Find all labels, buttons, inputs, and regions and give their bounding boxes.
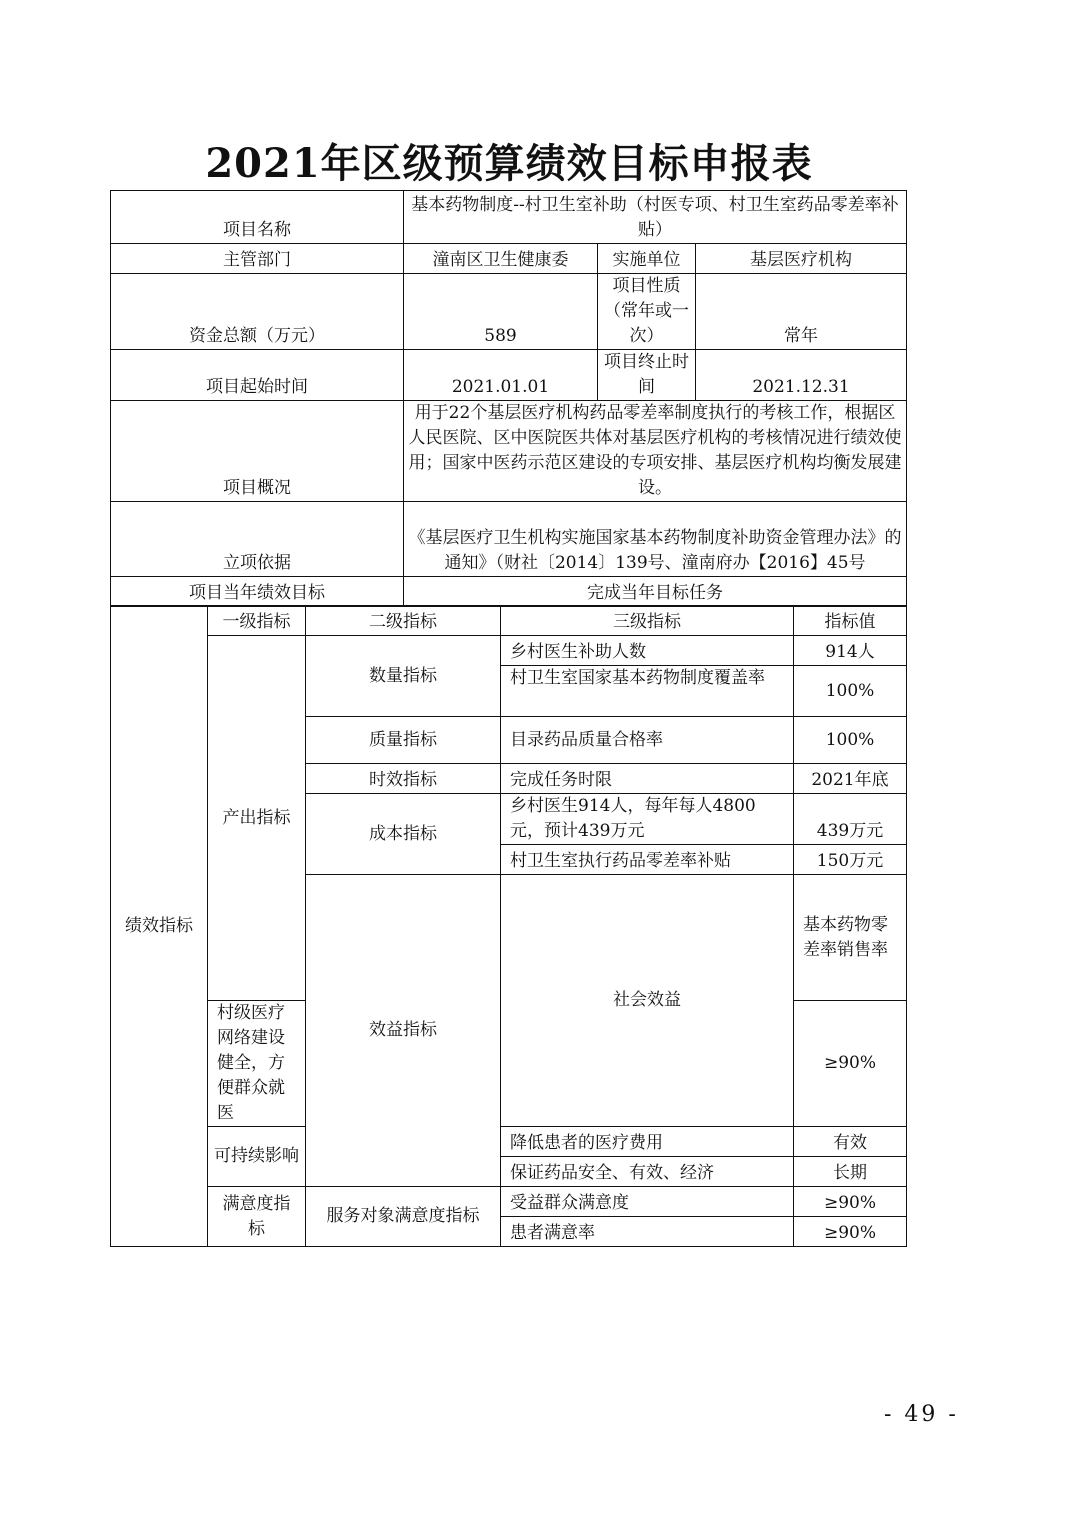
- social-benefit-label: 社会效益: [501, 875, 794, 1127]
- table-row-name: 完成任务时限: [501, 764, 794, 794]
- timeliness-indicators-label: 时效指标: [306, 764, 501, 794]
- table-row-value: 2021年底: [794, 764, 907, 794]
- implementing-unit-value: 基层医疗机构: [696, 244, 907, 274]
- project-info-table: [110, 190, 907, 607]
- page-number: - 49 -: [884, 1402, 959, 1427]
- annual-goal-value: 完成当年目标任务: [404, 577, 907, 607]
- quantity-indicators-label: 数量指标: [306, 636, 501, 717]
- service-satisfaction-label: 服务对象满意度指标: [306, 1187, 501, 1247]
- table-row-name: 乡村医生补助人数: [501, 636, 794, 666]
- table-row-value: 有效: [794, 1127, 907, 1157]
- project-name-label: 项目名称: [111, 191, 404, 244]
- basis-value: 《基层医疗卫生机构实施国家基本药物制度补助资金管理办法》的通知》（财社〔2014〕139号、潼南府办【2016】45号: [404, 502, 907, 577]
- table-row-name: 保证药品安全、有效、经济: [501, 1157, 794, 1187]
- table-row-value: 长期: [794, 1157, 907, 1187]
- page-title: 2021年区级预算绩效目标申报表: [205, 140, 813, 187]
- end-date-label: 项目终止时间: [598, 350, 696, 401]
- quality-indicators-label: 质量指标: [306, 717, 501, 764]
- table-row-value: 914人: [794, 636, 907, 666]
- department-label: 主管部门: [111, 244, 404, 274]
- table-row-name: 目录药品质量合格率: [501, 717, 794, 764]
- basis-label: 立项依据: [111, 502, 404, 577]
- table-row-name: 基本药物零差率销售率: [794, 875, 907, 1001]
- header-level1: 一级指标: [208, 606, 306, 636]
- header-level3: 三级指标: [501, 606, 794, 636]
- start-date-label: 项目起始时间: [111, 350, 404, 401]
- cost-indicators-label: 成本指标: [306, 794, 501, 875]
- annual-goal-label: 项目当年绩效目标: [111, 577, 404, 607]
- table-row-value: ≥90%: [794, 1187, 907, 1217]
- satisfaction-indicators-label: 满意度指标: [208, 1187, 306, 1247]
- overview-value: 用于22个基层医疗机构药品零差率制度执行的考核工作，根据区人民医院、区中医院医共体对基层医疗机构的考核情况进行绩效使用；国家中医药示范区建设的专项安排、基层医疗机构均衡发展建设。: [404, 401, 907, 502]
- performance-indicators-label: 绩效指标: [111, 606, 208, 1247]
- table-row-value: 100%: [794, 666, 907, 717]
- header-level2: 二级指标: [306, 606, 501, 636]
- project-name-value: 基本药物制度--村卫生室补助（村医专项、村卫生室药品零差率补贴）: [404, 191, 907, 244]
- project-nature-label: 项目性质（常年或一次）: [598, 274, 696, 350]
- indicators-table: [110, 605, 907, 1247]
- project-nature-value: 常年: [696, 274, 907, 350]
- benefit-indicators-label: 效益指标: [306, 875, 501, 1187]
- sustainable-impact-label: 可持续影响: [208, 1127, 306, 1187]
- department-value: 潼南区卫生健康委: [404, 244, 598, 274]
- table-row-name: 村级医疗网络建设健全，方便群众就医: [208, 1001, 306, 1127]
- table-row-value: 439万元: [794, 794, 907, 845]
- total-funds-label: 资金总额（万元）: [111, 274, 404, 350]
- table-row-value: ≥90%: [794, 1001, 907, 1127]
- table-row-name: 受益群众满意度: [501, 1187, 794, 1217]
- end-date-value: 2021.12.31: [696, 350, 907, 401]
- table-row-value: ≥90%: [794, 1217, 907, 1247]
- table-row-name: 村卫生室执行药品零差率补贴: [501, 845, 794, 875]
- table-row-value: 100%: [794, 717, 907, 764]
- table-row-name: 患者满意率: [501, 1217, 794, 1247]
- budget-form-table: [110, 190, 906, 1243]
- table-row-name: 乡村医生914人，每年每人4800元，预计439万元: [501, 794, 794, 845]
- start-date-value: 2021.01.01: [404, 350, 598, 401]
- output-indicators-label: 产出指标: [208, 636, 306, 1001]
- total-funds-value: 589: [404, 274, 598, 350]
- table-row-name: 降低患者的医疗费用: [501, 1127, 794, 1157]
- implementing-unit-label: 实施单位: [598, 244, 696, 274]
- overview-label: 项目概况: [111, 401, 404, 502]
- header-value: 指标值: [794, 606, 907, 636]
- table-row-name: 村卫生室国家基本药物制度覆盖率: [501, 666, 794, 717]
- table-row-value: 150万元: [794, 845, 907, 875]
